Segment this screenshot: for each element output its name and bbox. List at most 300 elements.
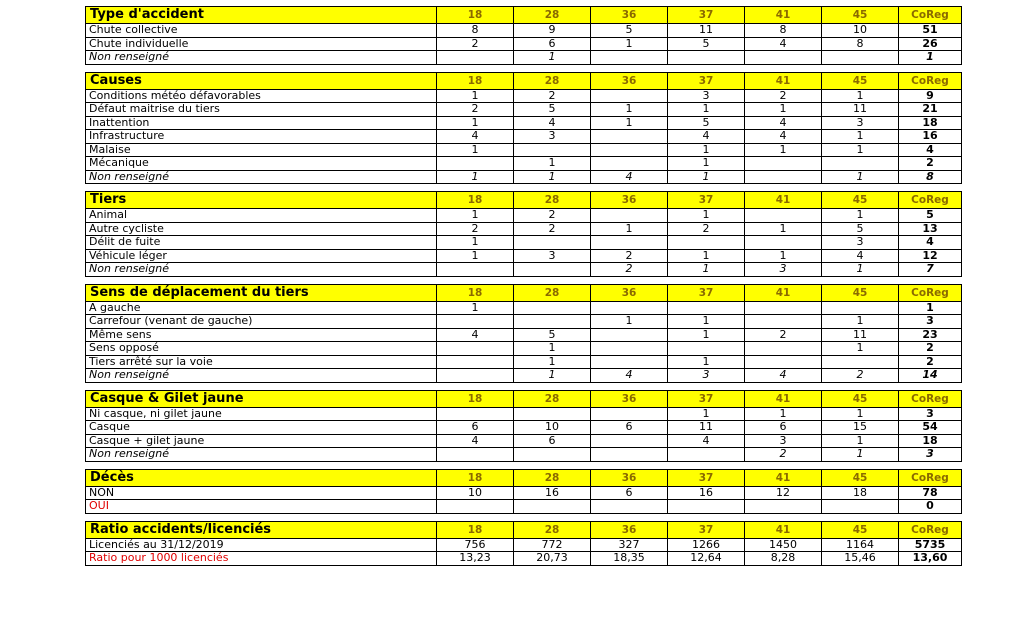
value-cell: 1 [668, 249, 745, 263]
table-row [86, 407, 962, 421]
column-header-coreg: CoReg [899, 469, 962, 486]
value-cell: 1 [668, 157, 745, 171]
value-cell: 6 [745, 421, 822, 435]
table-row [86, 51, 962, 65]
column-header-dept: 41 [745, 390, 822, 407]
value-cell [437, 263, 514, 277]
value-cell: 1 [822, 407, 899, 421]
column-header-dept: 18 [437, 390, 514, 407]
value-cell [668, 301, 745, 315]
value-cell [668, 342, 745, 356]
column-header-dept: 45 [822, 521, 899, 538]
total-cell: 21 [899, 103, 962, 117]
total-cell: 16 [899, 130, 962, 144]
column-header-dept: 37 [668, 390, 745, 407]
statistics-table [85, 6, 962, 566]
table-row [86, 355, 962, 369]
value-cell: 1 [822, 170, 899, 184]
row-label: Ni casque, ni gilet jaune [86, 407, 437, 421]
value-cell: 13,23 [437, 552, 514, 566]
total-cell: 2 [899, 355, 962, 369]
column-header-dept: 28 [514, 521, 591, 538]
table-row [86, 538, 962, 552]
row-label: Non renseigné [86, 51, 437, 65]
table-row [86, 143, 962, 157]
column-header-dept: 37 [668, 192, 745, 209]
row-label: Même sens [86, 328, 437, 342]
column-header-dept: 36 [591, 521, 668, 538]
value-cell: 4 [437, 328, 514, 342]
column-header-dept: 45 [822, 192, 899, 209]
value-cell [591, 143, 668, 157]
value-cell: 1 [437, 89, 514, 103]
value-cell: 1 [668, 328, 745, 342]
value-cell: 6 [591, 421, 668, 435]
column-header-coreg: CoReg [899, 521, 962, 538]
value-cell: 1 [514, 342, 591, 356]
row-label: Chute collective [86, 24, 437, 38]
table-row [86, 249, 962, 263]
total-cell: 13,60 [899, 552, 962, 566]
section-spacer [86, 184, 962, 192]
column-header-dept: 45 [822, 7, 899, 24]
table-row [86, 500, 962, 514]
value-cell: 8 [745, 24, 822, 38]
table-row [86, 209, 962, 223]
column-header-dept: 36 [591, 192, 668, 209]
total-cell: 78 [899, 486, 962, 500]
value-cell: 3 [822, 236, 899, 250]
total-cell: 51 [899, 24, 962, 38]
total-cell: 9 [899, 89, 962, 103]
value-cell [437, 342, 514, 356]
value-cell [822, 500, 899, 514]
value-cell: 1 [514, 170, 591, 184]
value-cell [668, 448, 745, 462]
value-cell: 3 [514, 130, 591, 144]
value-cell: 1266 [668, 538, 745, 552]
value-cell: 1 [437, 116, 514, 130]
section-spacer [86, 276, 962, 284]
value-cell: 10 [822, 24, 899, 38]
row-label: NON [86, 486, 437, 500]
value-cell [437, 500, 514, 514]
value-cell: 6 [437, 421, 514, 435]
value-cell: 18,35 [591, 552, 668, 566]
total-cell: 3 [899, 407, 962, 421]
value-cell [668, 236, 745, 250]
value-cell: 12 [745, 486, 822, 500]
value-cell: 15 [822, 421, 899, 435]
value-cell [591, 89, 668, 103]
value-cell: 1 [668, 315, 745, 329]
value-cell [745, 236, 822, 250]
column-header-coreg: CoReg [899, 390, 962, 407]
value-cell: 1 [822, 342, 899, 356]
value-cell [745, 355, 822, 369]
column-header-coreg: CoReg [899, 72, 962, 89]
table-row [86, 263, 962, 277]
value-cell: 2 [437, 37, 514, 51]
value-cell: 11 [822, 103, 899, 117]
value-cell: 11 [822, 328, 899, 342]
table-row [86, 130, 962, 144]
total-cell: 1 [899, 51, 962, 65]
section-spacer [86, 382, 962, 390]
row-label: Infrastructure [86, 130, 437, 144]
value-cell [668, 500, 745, 514]
row-label: Défaut maitrise du tiers [86, 103, 437, 117]
section-title: Décès [86, 469, 437, 486]
table-row [86, 342, 962, 356]
value-cell: 2 [745, 89, 822, 103]
value-cell: 2 [668, 222, 745, 236]
table-row [86, 24, 962, 38]
row-label: Véhicule léger [86, 249, 437, 263]
value-cell [514, 236, 591, 250]
value-cell [437, 448, 514, 462]
value-cell [591, 434, 668, 448]
row-label: Casque [86, 421, 437, 435]
row-label: Inattention [86, 116, 437, 130]
total-cell: 5 [899, 209, 962, 223]
column-header-dept: 41 [745, 469, 822, 486]
value-cell [591, 448, 668, 462]
value-cell: 1 [514, 369, 591, 383]
section-title: Sens de déplacement du tiers [86, 284, 437, 301]
value-cell: 2 [514, 222, 591, 236]
column-header-dept: 41 [745, 284, 822, 301]
table-row [86, 222, 962, 236]
row-label: Non renseigné [86, 263, 437, 277]
section-header-type-d-accident [86, 7, 962, 24]
value-cell [591, 130, 668, 144]
table-row [86, 301, 962, 315]
row-label: Tiers arrêté sur la voie [86, 355, 437, 369]
table-row [86, 328, 962, 342]
value-cell: 2 [514, 209, 591, 223]
value-cell: 4 [591, 170, 668, 184]
row-label: Non renseigné [86, 170, 437, 184]
column-header-dept: 28 [514, 192, 591, 209]
section-spacer [86, 513, 962, 521]
total-cell: 12 [899, 249, 962, 263]
value-cell [437, 369, 514, 383]
value-cell: 1 [668, 103, 745, 117]
value-cell: 20,73 [514, 552, 591, 566]
column-header-dept: 41 [745, 7, 822, 24]
value-cell: 16 [514, 486, 591, 500]
value-cell: 1 [514, 355, 591, 369]
value-cell: 1 [668, 209, 745, 223]
section-title: Tiers [86, 192, 437, 209]
value-cell [514, 301, 591, 315]
column-header-dept: 18 [437, 72, 514, 89]
section-title: Causes [86, 72, 437, 89]
value-cell [745, 301, 822, 315]
table-row [86, 103, 962, 117]
row-label: Licenciés au 31/12/2019 [86, 538, 437, 552]
column-header-dept: 18 [437, 192, 514, 209]
value-cell: 1 [822, 448, 899, 462]
section-header-ratio-accidents-licencies [86, 521, 962, 538]
value-cell: 2 [437, 222, 514, 236]
value-cell: 1 [437, 301, 514, 315]
value-cell: 1 [668, 170, 745, 184]
value-cell: 3 [822, 116, 899, 130]
row-label: Carrefour (venant de gauche) [86, 315, 437, 329]
table-row [86, 486, 962, 500]
value-cell: 11 [668, 24, 745, 38]
value-cell: 5 [668, 37, 745, 51]
value-cell: 6 [514, 37, 591, 51]
value-cell [745, 315, 822, 329]
value-cell [822, 355, 899, 369]
section-header-tiers [86, 192, 962, 209]
column-header-dept: 37 [668, 469, 745, 486]
column-header-dept: 45 [822, 284, 899, 301]
value-cell: 5 [591, 24, 668, 38]
value-cell [437, 315, 514, 329]
value-cell: 3 [745, 263, 822, 277]
value-cell: 6 [514, 434, 591, 448]
column-header-dept: 45 [822, 390, 899, 407]
value-cell: 756 [437, 538, 514, 552]
value-cell [745, 157, 822, 171]
column-header-dept: 28 [514, 469, 591, 486]
value-cell: 4 [745, 116, 822, 130]
value-cell: 3 [514, 249, 591, 263]
total-cell: 18 [899, 116, 962, 130]
column-header-dept: 37 [668, 284, 745, 301]
value-cell [745, 500, 822, 514]
row-label: OUI [86, 500, 437, 514]
value-cell: 5 [822, 222, 899, 236]
value-cell [591, 500, 668, 514]
row-label: A gauche [86, 301, 437, 315]
column-header-dept: 28 [514, 72, 591, 89]
column-header-dept: 37 [668, 7, 745, 24]
value-cell: 2 [514, 89, 591, 103]
value-cell: 18 [822, 486, 899, 500]
value-cell: 1 [745, 407, 822, 421]
value-cell: 4 [745, 369, 822, 383]
column-header-dept: 45 [822, 72, 899, 89]
value-cell [591, 157, 668, 171]
column-header-dept: 18 [437, 284, 514, 301]
column-header-dept: 28 [514, 390, 591, 407]
row-label: Animal [86, 209, 437, 223]
table-row [86, 170, 962, 184]
value-cell: 8,28 [745, 552, 822, 566]
value-cell: 4 [514, 116, 591, 130]
value-cell: 1450 [745, 538, 822, 552]
row-label: Sens opposé [86, 342, 437, 356]
value-cell: 1 [822, 434, 899, 448]
value-cell: 4 [745, 37, 822, 51]
section-title: Type d'accident [86, 7, 437, 24]
value-cell [822, 301, 899, 315]
table-row [86, 448, 962, 462]
total-cell: 1 [899, 301, 962, 315]
value-cell: 327 [591, 538, 668, 552]
total-cell: 26 [899, 37, 962, 51]
value-cell: 1 [668, 143, 745, 157]
column-header-dept: 41 [745, 521, 822, 538]
value-cell [745, 209, 822, 223]
value-cell: 1 [437, 249, 514, 263]
value-cell: 11 [668, 421, 745, 435]
column-header-dept: 18 [437, 469, 514, 486]
value-cell: 8 [437, 24, 514, 38]
accident-statistics-sheet [85, 6, 961, 566]
value-cell: 4 [437, 130, 514, 144]
value-cell [514, 500, 591, 514]
value-cell [514, 263, 591, 277]
value-cell [668, 51, 745, 65]
value-cell: 16 [668, 486, 745, 500]
value-cell: 2 [591, 249, 668, 263]
value-cell: 8 [822, 37, 899, 51]
row-label: Non renseigné [86, 448, 437, 462]
value-cell: 2 [745, 448, 822, 462]
table-row [86, 421, 962, 435]
table-row [86, 552, 962, 566]
value-cell: 1 [591, 315, 668, 329]
total-cell: 4 [899, 236, 962, 250]
total-cell: 2 [899, 342, 962, 356]
value-cell: 12,64 [668, 552, 745, 566]
column-header-dept: 37 [668, 521, 745, 538]
column-header-dept: 28 [514, 284, 591, 301]
value-cell: 1 [591, 103, 668, 117]
table-row [86, 434, 962, 448]
value-cell: 1 [822, 130, 899, 144]
value-cell: 10 [437, 486, 514, 500]
value-cell: 15,46 [822, 552, 899, 566]
total-cell: 7 [899, 263, 962, 277]
column-header-dept: 36 [591, 469, 668, 486]
value-cell [822, 51, 899, 65]
section-title: Ratio accidents/licenciés [86, 521, 437, 538]
section-title: Casque & Gilet jaune [86, 390, 437, 407]
value-cell: 1 [745, 222, 822, 236]
value-cell: 3 [668, 89, 745, 103]
table-row [86, 89, 962, 103]
value-cell: 5 [514, 103, 591, 117]
value-cell [591, 342, 668, 356]
total-cell: 3 [899, 448, 962, 462]
total-cell: 8 [899, 170, 962, 184]
value-cell: 1 [745, 143, 822, 157]
section-spacer [86, 461, 962, 469]
column-header-dept: 36 [591, 72, 668, 89]
value-cell: 4 [822, 249, 899, 263]
value-cell: 4 [745, 130, 822, 144]
value-cell [591, 51, 668, 65]
row-label: Délit de fuite [86, 236, 437, 250]
value-cell [437, 51, 514, 65]
section-header-causes [86, 72, 962, 89]
value-cell: 1 [437, 236, 514, 250]
row-label: Chute individuelle [86, 37, 437, 51]
row-label: Malaise [86, 143, 437, 157]
value-cell: 1 [437, 143, 514, 157]
total-cell: 54 [899, 421, 962, 435]
column-header-dept: 36 [591, 284, 668, 301]
value-cell: 5 [668, 116, 745, 130]
table-row [86, 116, 962, 130]
value-cell: 1 [745, 249, 822, 263]
value-cell [591, 355, 668, 369]
value-cell [822, 157, 899, 171]
row-label: Autre cycliste [86, 222, 437, 236]
column-header-dept: 37 [668, 72, 745, 89]
value-cell: 2 [437, 103, 514, 117]
value-cell: 6 [591, 486, 668, 500]
value-cell: 772 [514, 538, 591, 552]
value-cell: 1 [437, 170, 514, 184]
total-cell: 13 [899, 222, 962, 236]
total-cell: 2 [899, 157, 962, 171]
value-cell: 4 [591, 369, 668, 383]
value-cell [514, 143, 591, 157]
value-cell: 1 [591, 116, 668, 130]
column-header-dept: 18 [437, 521, 514, 538]
value-cell: 1 [591, 222, 668, 236]
value-cell: 4 [668, 434, 745, 448]
value-cell [591, 407, 668, 421]
value-cell [514, 315, 591, 329]
value-cell: 4 [668, 130, 745, 144]
value-cell: 1 [822, 89, 899, 103]
value-cell [591, 328, 668, 342]
section-header-sens-de-deplacement-du-tiers [86, 284, 962, 301]
value-cell: 1 [822, 263, 899, 277]
table-row [86, 157, 962, 171]
row-label: Conditions météo défavorables [86, 89, 437, 103]
value-cell: 1 [514, 157, 591, 171]
value-cell: 1 [591, 37, 668, 51]
column-header-dept: 45 [822, 469, 899, 486]
row-label: Ratio pour 1000 licenciés [86, 552, 437, 566]
value-cell [745, 170, 822, 184]
value-cell [591, 236, 668, 250]
value-cell [591, 209, 668, 223]
column-header-dept: 28 [514, 7, 591, 24]
value-cell: 2 [745, 328, 822, 342]
table-row [86, 315, 962, 329]
value-cell [745, 342, 822, 356]
value-cell: 1164 [822, 538, 899, 552]
value-cell: 1 [822, 315, 899, 329]
column-header-dept: 41 [745, 192, 822, 209]
value-cell [745, 51, 822, 65]
value-cell: 4 [437, 434, 514, 448]
table-row [86, 236, 962, 250]
value-cell: 1 [668, 263, 745, 277]
column-header-coreg: CoReg [899, 284, 962, 301]
value-cell: 3 [745, 434, 822, 448]
total-cell: 3 [899, 315, 962, 329]
value-cell: 10 [514, 421, 591, 435]
total-cell: 4 [899, 143, 962, 157]
row-label: Non renseigné [86, 369, 437, 383]
value-cell: 5 [514, 328, 591, 342]
column-header-dept: 41 [745, 72, 822, 89]
total-cell: 0 [899, 500, 962, 514]
value-cell [437, 407, 514, 421]
